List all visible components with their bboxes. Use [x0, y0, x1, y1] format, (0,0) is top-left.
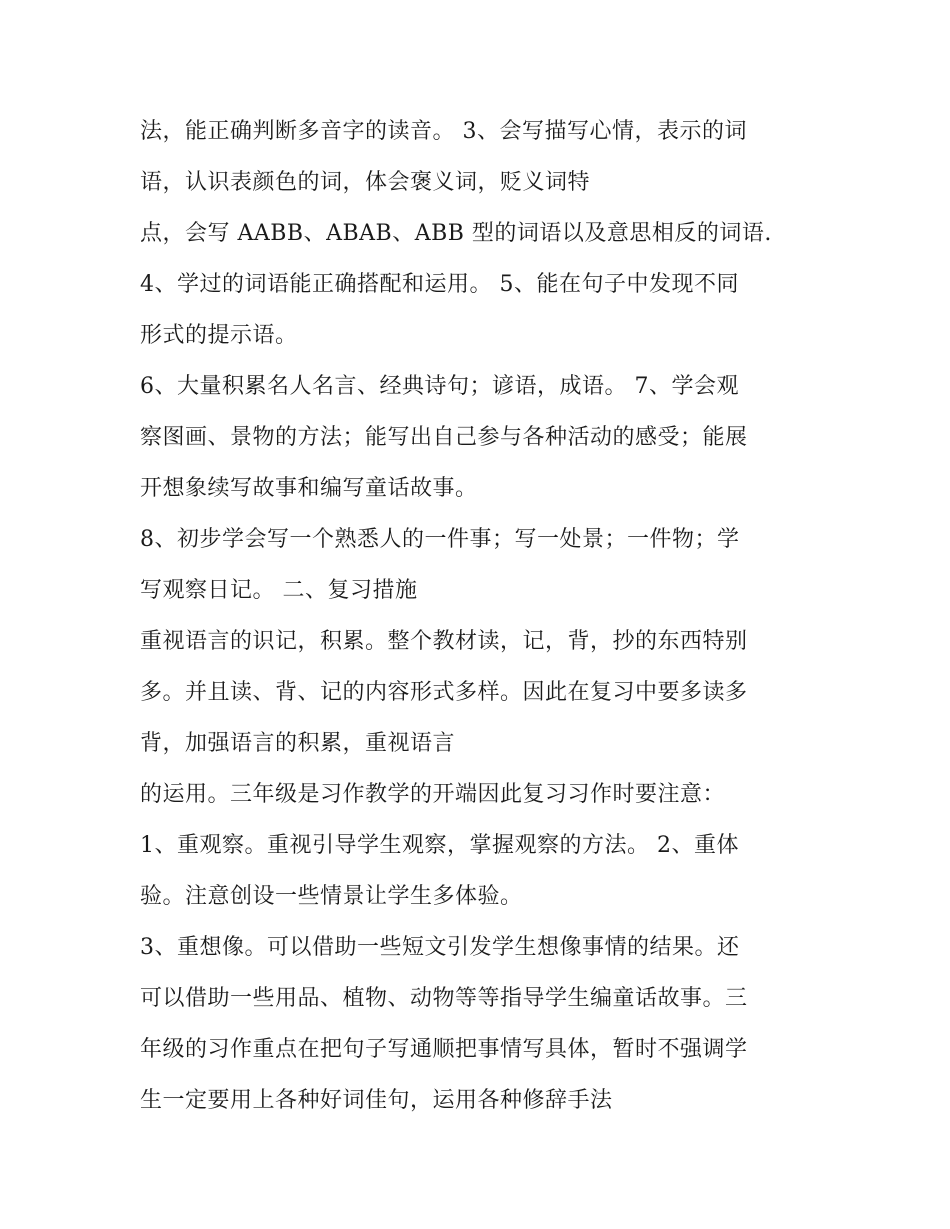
- text-line: 6、大量积累名人名言、经典诗句；谚语，成语。 7、学会观: [140, 374, 739, 399]
- text-line: 语，认识表颜色的词，体会褒义词，贬义词特: [140, 170, 591, 195]
- text-line: 开想象续写故事和编写童话故事。: [140, 476, 478, 501]
- text-line: 点，会写 AABB、ABAB、ABB 型的词语以及意思相反的词语.: [140, 221, 772, 246]
- text-line: 可以借助一些用品、植物、动物等等指导学生编童话故事。三: [140, 986, 748, 1011]
- document-body: [140, 106, 820, 1126]
- text-line: 法，能正确判断多音字的读音。 3、会写描写心情，表示的词: [140, 119, 747, 144]
- text-line: 3、重想像。可以借助一些短文引发学生想像事情的结果。还: [140, 935, 740, 960]
- text-line: 形式的提示语。: [140, 323, 298, 348]
- text-line: 生一定要用上各种好词佳句，运用各种修辞手法: [140, 1088, 613, 1113]
- text-line: 写观察日记。 二、复习措施: [140, 578, 418, 603]
- text-line: 1、重观察。重视引导学生观察，掌握观察的方法。 2、重体: [140, 833, 739, 858]
- text-line: 验。注意创设一些情景让学生多体验。: [140, 884, 523, 909]
- text-line: 的运用。三年级是习作教学的开端因此复习习作时要注意：: [140, 782, 726, 807]
- text-line: 察图画、景物的方法；能写出自己参与各种活动的感受；能展: [140, 425, 748, 450]
- text-line: 多。并且读、背、记的内容形式多样。因此在复习中要多读多: [140, 680, 748, 705]
- text-line: 4、学过的词语能正确搭配和运用。 5、能在句子中发现不同: [140, 272, 739, 297]
- text-line: 重视语言的识记，积累。整个教材读，记，背，抄的东西特别: [140, 629, 748, 654]
- text-line: 年级的习作重点在把句子写通顺把事情写具体，暂时不强调学: [140, 1037, 748, 1062]
- text-line: 8、初步学会写一个熟悉人的一件事；写一处景；一件物；学: [140, 527, 740, 552]
- text-line: 背，加强语言的积累，重视语言: [140, 731, 456, 756]
